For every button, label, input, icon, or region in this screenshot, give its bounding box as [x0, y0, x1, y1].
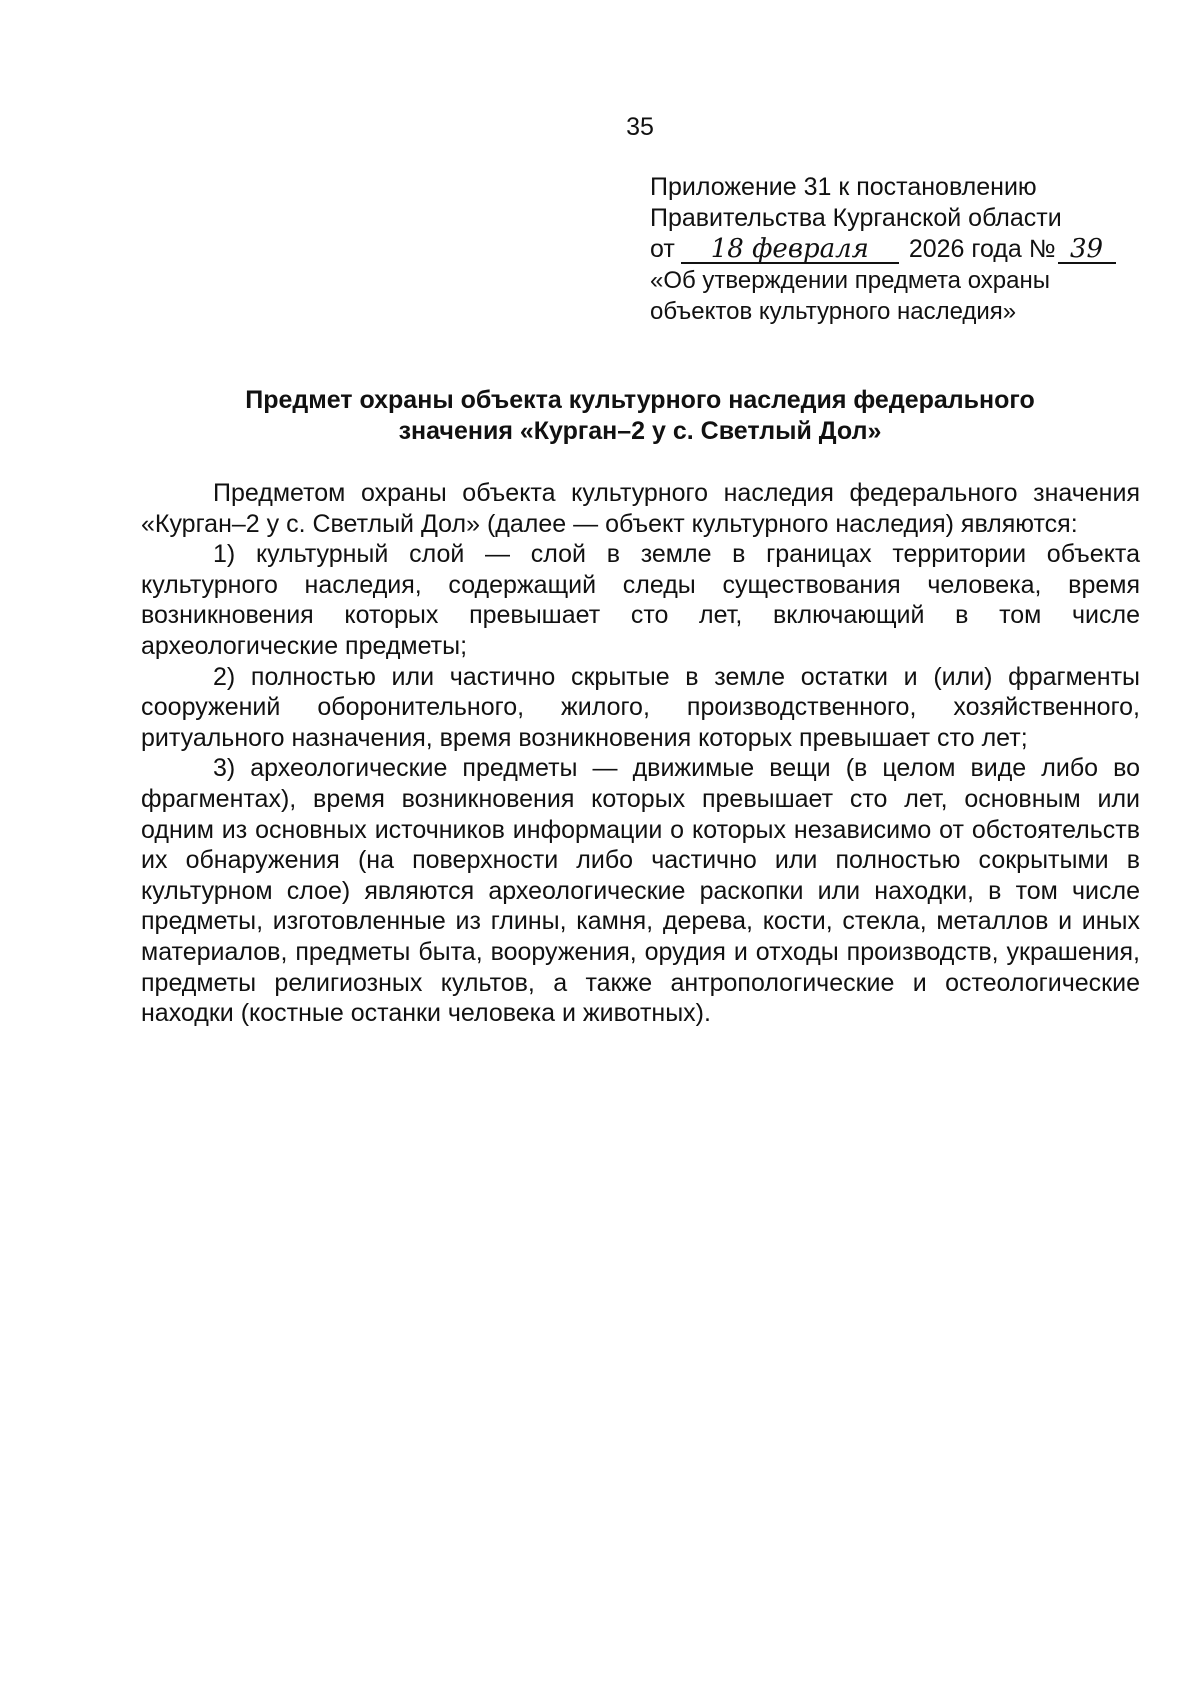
date-prefix: от — [650, 235, 675, 263]
handwritten-number: 39 — [1058, 236, 1116, 264]
appendix-line-2: Правительства Курганской области — [650, 204, 1062, 232]
document-body — [141, 478, 1140, 1029]
appendix-date-line — [650, 234, 1120, 265]
paragraph-intro: Предметом охраны объекта культурного наследия федерального значения «Курган–2 у с. Светлый Дол» (далее — объект культурного наследия) являются: — [141, 479, 1140, 538]
document-title — [130, 385, 1150, 447]
paragraph-item-2: 2) полностью или частично скрытые в земле остатки и (или) фрагменты сооружений оборонительного, жилого, производственного, хозяйственного, ритуального назначения, время возникновения которых превышает сто лет; — [141, 662, 1140, 752]
paragraph-item-1: 1) культурный слой — слой в земле в границах территории объекта культурного наследия, содержащий следы существования человека, время возникновения которых превышает сто лет, включающий в том числе археологические предметы; — [141, 540, 1140, 660]
appendix-block — [650, 172, 1120, 327]
year-text: 2026 года № — [908, 235, 1056, 263]
paragraph-item-3: 3) археологические предметы — движимые вещи (в целом виде либо во фрагментах), время возникновения которых превышает сто лет, основным или одним из основных источников информации о которых независимо от обстоятельств их обнаружения (на поверхности либо частично или полностью сокрытыми в культурном слое) являются археологические раскопки или находки, в том числе предметы, изготовленные из глины, камня, дерева, кости, стекла, металлов и иных материалов, предметы быта, вооружения, орудия и отходы производств, украшения, предметы религиозных культов, а также антропологические и остеологические находки (костные останки человека и животных). — [141, 754, 1140, 1028]
appendix-line-5: объектов культурного наследия» — [650, 298, 1017, 325]
title-line-2: значения «Курган–2 у с. Светлый Дол» — [398, 417, 882, 445]
appendix-line-4: «Об утверждении предмета охраны — [650, 267, 1050, 294]
page-number: 35 — [626, 113, 654, 141]
handwritten-date: 18 февраля — [681, 236, 899, 264]
appendix-line-1: Приложение 31 к постановлению — [650, 173, 1037, 201]
title-line-1: Предмет охраны объекта культурного наследия федерального — [245, 386, 1035, 414]
